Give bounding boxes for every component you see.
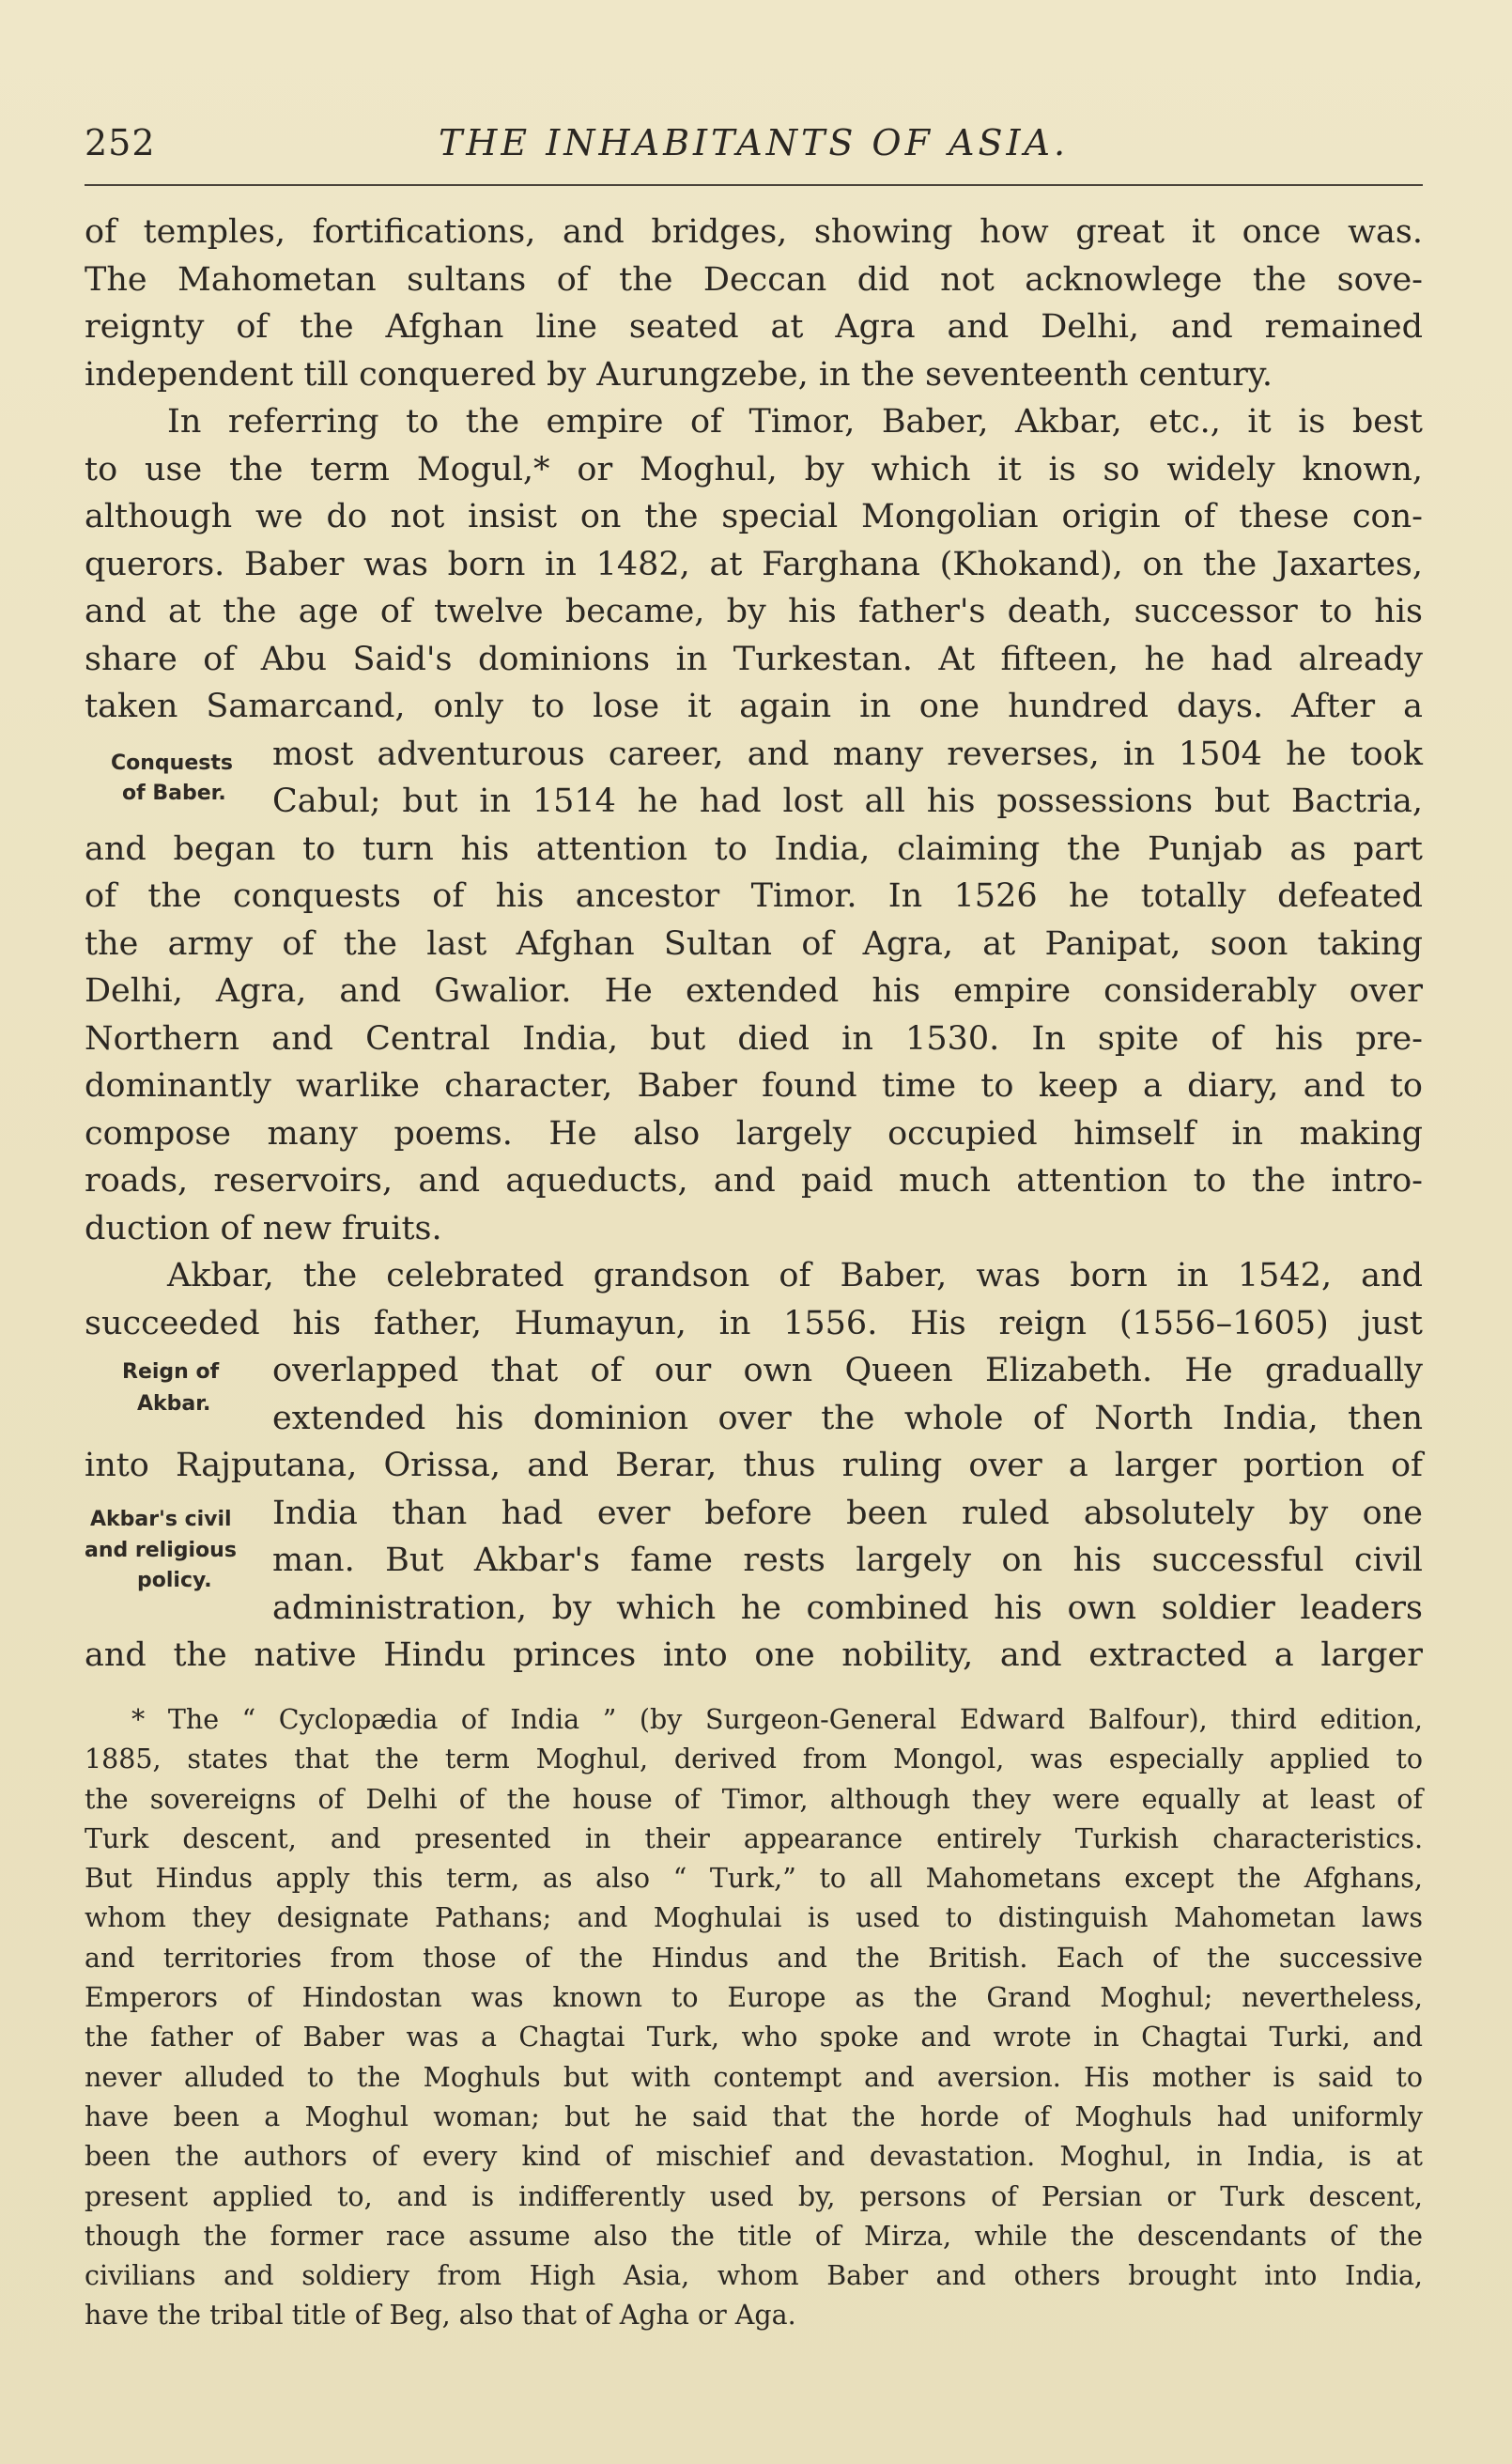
text-line: India than had ever before been ruled absolutely by one <box>272 1494 1423 1532</box>
text-line: extended his dominion over the whole of North India, then <box>272 1399 1423 1437</box>
text-line: of the conquests of his ancestor Timor. In 1526 he totally defeated <box>85 877 1423 915</box>
text-line: The Mahometan sultans of the Deccan did not acknowlege the sove- <box>85 260 1423 299</box>
text-line: administration, by which he combined his own soldier leaders <box>272 1588 1423 1627</box>
text-line: Akbar, the celebrated grandson of Baber, was born in 1542, and <box>167 1257 1423 1294</box>
footnote <box>85 1700 1423 2336</box>
footnote-line: though the former race assume also the title of Mirza, while the descendants of the <box>85 2220 1423 2252</box>
text-line: Northern and Central India, but died in 1530. In spite of his pre- <box>85 1019 1423 1058</box>
running-title: THE INHABITANTS OF ASIA. <box>438 122 1070 163</box>
text-line: share of Abu Said's dominions in Turkestan. At fifteen, he had already <box>85 640 1423 678</box>
footnote-line: been the authors of every kind of mischief and devastation. Moghul, in India, is at <box>85 2141 1423 2173</box>
text-line: and began to turn his attention to India, claiming the Punjab as part <box>85 829 1423 868</box>
footnote-line: never alluded to the Moghuls but with contempt and aversion. His mother is said to <box>85 2061 1423 2093</box>
footnote-line: present applied to, and is indifferently used by, persons of Persian or Turk descent, <box>85 2180 1423 2212</box>
footnote-line: civilians and soldiery from High Asia, whom Baber and others brought into India, <box>85 2260 1423 2292</box>
margin-note-policy-line-1: Akbar's civil <box>90 1508 232 1531</box>
margin-note-policy-line-2: and religious <box>85 1539 237 1562</box>
text-line: reignty of the Afghan line seated at Agra and Delhi, and remained <box>85 308 1423 346</box>
text-line: roads, reservoirs, and aqueducts, and paid much attention to the intro- <box>85 1162 1423 1200</box>
footnote-line: have the tribal title of Beg, also that of Agha or Aga. <box>85 2300 796 2332</box>
footnote-line: the sovereigns of Delhi of the house of Timor, although they were equally at least of <box>85 1783 1423 1815</box>
text-line: taken Samarcand, only to lose it again in one hundred days. After a <box>85 688 1423 725</box>
text-line: dominantly warlike character, Baber found time to keep a diary, and to <box>85 1067 1423 1105</box>
footnote-line: have been a Moghul woman; but he said that the horde of Moghuls had uniformly <box>85 2100 1423 2132</box>
margin-note-reign-line-2: Akbar. <box>137 1392 211 1416</box>
text-line: and the native Hindu princes into one nobility, and extracted a larger <box>85 1636 1423 1674</box>
footnote-line: 1885, states that the term Moghul, derived from Mongol, was especially applied to <box>85 1743 1423 1775</box>
footnote-line: * The “ Cyclopædia of India ” (by Surgeon-General Edward Balfour), third edition, <box>131 1704 1423 1735</box>
footnote-line: Emperors of Hindostan was known to Europe as the Grand Moghul; nevertheless, <box>85 1982 1423 2014</box>
text-line: overlapped that of our own Queen Elizabeth. He gradually <box>272 1352 1423 1389</box>
body-text <box>85 209 1423 1680</box>
margin-note-conquests-line-1: Conquests <box>111 752 233 775</box>
header-rule <box>85 184 1423 186</box>
text-line: into Rajputana, Orissa, and Berar, thus ruling over a larger portion of <box>85 1447 1423 1484</box>
footnote-line: Turk descent, and presented in their appearance entirely Turkish characteristics. <box>85 1822 1423 1854</box>
text-line: Cabul; but in 1514 he had lost all his possessions but Bactria, <box>272 783 1423 820</box>
footnote-line: the father of Baber was a Chagtai Turk, who spoke and wrote in Chagtai Turki, and <box>85 2022 1423 2053</box>
text-line: Delhi, Agra, and Gwalior. He extended his empire considerably over <box>85 972 1423 1010</box>
text-line: the army of the last Afghan Sultan of Agra, at Panipat, soon taking <box>85 924 1423 963</box>
margin-note-conquests-line-2: of Baber. <box>122 782 226 805</box>
footnote-line: whom they designate Pathans; and Moghulai is used to distinguish Mahometan laws <box>85 1902 1423 1934</box>
text-line: In referring to the empire of Timor, Baber, Akbar, etc., it is best <box>167 403 1423 441</box>
text-line: succeeded his father, Humayun, in 1556. His reign (1556–1605) just <box>85 1304 1423 1342</box>
margin-note-policy-line-3: policy. <box>137 1569 212 1592</box>
text-line: man. But Akbar's fame rests largely on his successful civil <box>272 1542 1423 1579</box>
text-line: compose many poems. He also largely occupied himself in making <box>85 1114 1423 1153</box>
margin-note-reign-line-1: Reign of <box>122 1360 220 1384</box>
text-line: to use the term Mogul,* or Moghul, by which it is so widely known, <box>85 450 1423 488</box>
text-line: independent till conquered by Aurungzebe, in the seventeenth century. <box>85 355 1273 394</box>
text-line: and at the age of twelve became, by his father's death, successor to his <box>85 593 1423 630</box>
footnote-line: and territories from those of the Hindus and the British. Each of the successive <box>85 1942 1423 1974</box>
page-number: 252 <box>85 122 156 163</box>
text-line: most adventurous career, and many reverses, in 1504 he took <box>272 735 1423 773</box>
text-line: querors. Baber was born in 1482, at Farghana (Khokand), on the Jaxartes, <box>85 545 1423 583</box>
page-header <box>85 113 1423 169</box>
text-line: although we do not insist on the special Mongolian origin of these con- <box>85 498 1423 535</box>
text-line: of temples, fortifications, and bridges, showing how great it once was. <box>85 213 1423 251</box>
footnote-line: But Hindus apply this term, as also “ Turk,” to all Mahometans except the Afghans, <box>85 1863 1423 1895</box>
text-line: duction of new fruits. <box>85 1209 442 1247</box>
